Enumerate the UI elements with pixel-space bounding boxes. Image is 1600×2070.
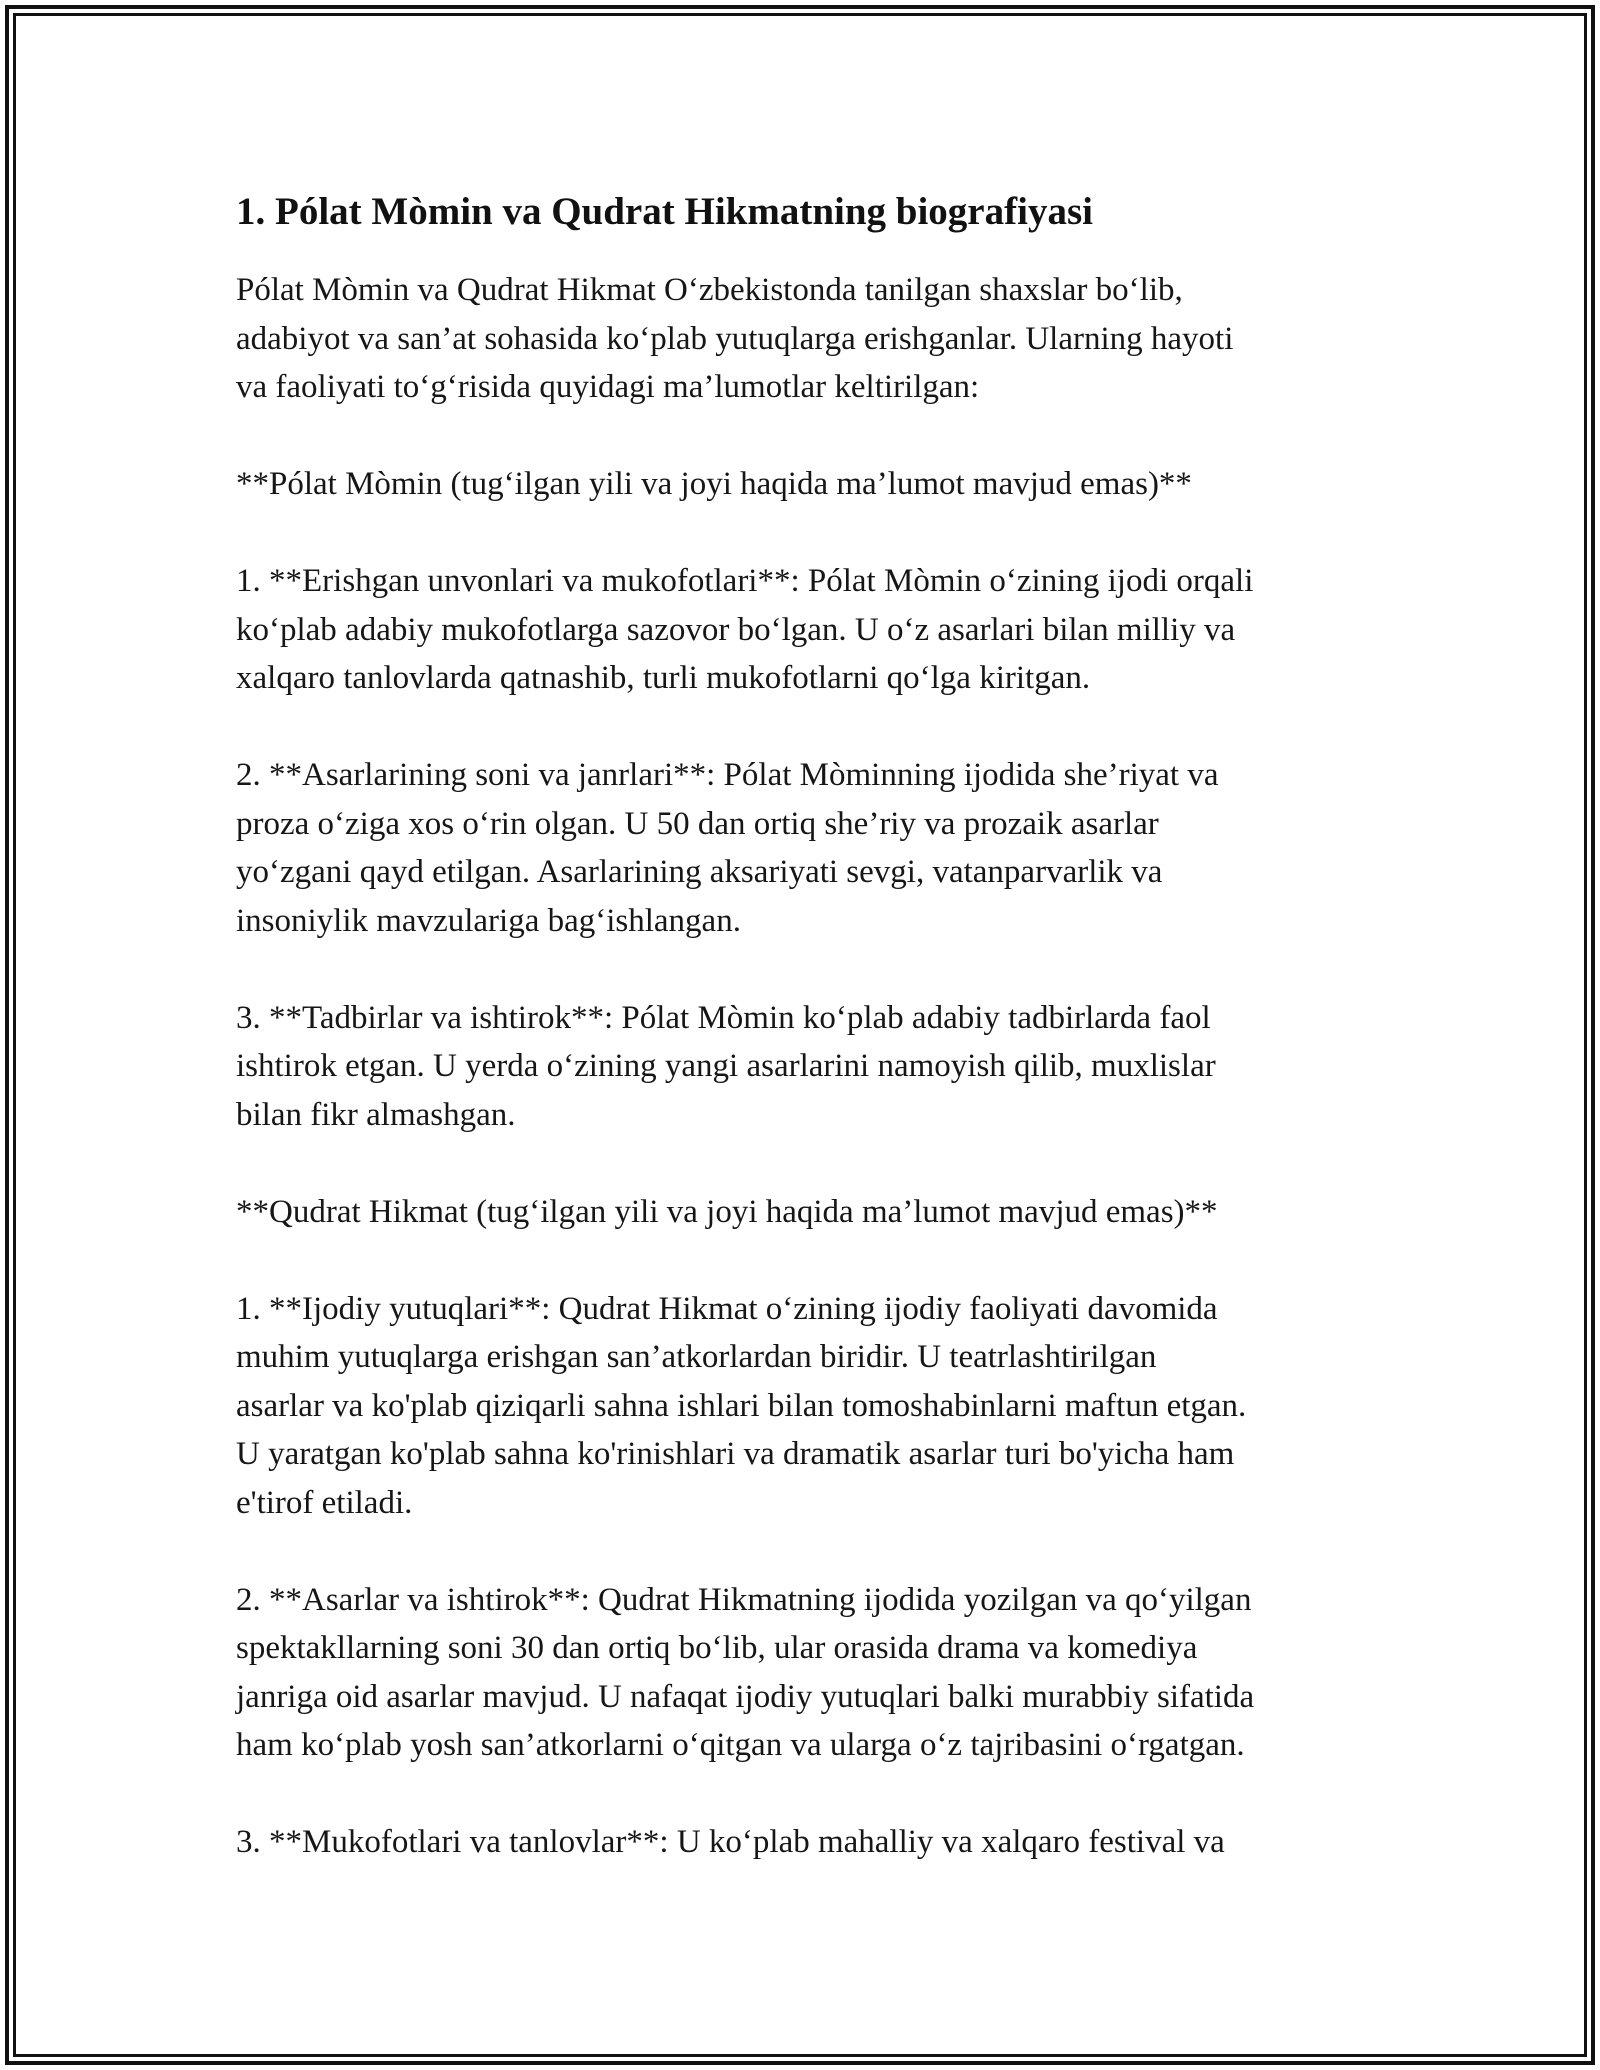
text-line: 3. **Tadbirlar va ishtirok**: Pólat Mòmin ko‘plab adabiy tadbirlarda faol xyxy=(236,999,1211,1036)
text-line: 2. **Asarlar va ishtirok**: Qudrat Hikmatning ijodida yozilgan va qo‘yilgan xyxy=(236,1581,1252,1618)
qudrat-item-1 xyxy=(236,1285,1376,1528)
text-line: proza o‘ziga xos o‘rin olgan. U 50 dan ortiq she’riy va prozaik asarlar xyxy=(236,805,1159,842)
text-line: ishtirok etgan. U yerda o‘zining yangi asarlarini namoyish qilib, muxlislar xyxy=(236,1048,1216,1084)
text-line: Pólat Mòmin va Qudrat Hikmat O‘zbekistonda tanilgan shaxslar bo‘lib, xyxy=(236,272,1183,308)
text-line: ham ko‘plab yosh san’atkorlarni o‘qitgan va ularga o‘z tajribasini o‘rgatgan. xyxy=(236,1727,1245,1763)
text-line: asarlar va ko'plab qiziqarli sahna ishlari bilan tomoshabinlarni maftun etgan. xyxy=(236,1387,1247,1424)
polat-item-1 xyxy=(236,557,1376,703)
document-title: 1. Pólat Mòmin va Qudrat Hikmatning biografiyasi xyxy=(236,190,1093,233)
text-line: U yaratgan ko'plab sahna ko'rinishlari va dramatik asarlar turi bo'yicha ham xyxy=(236,1436,1235,1472)
document-body xyxy=(236,188,1376,1915)
section-heading-polat-momin xyxy=(236,460,1376,509)
text-line: **Pólat Mòmin (tug‘ilgan yili va joyi haqida ma’lumot mavjud emas)** xyxy=(236,466,1192,502)
text-line: 2. **Asarlarining soni va janrlari**: Pólat Mòminning ijodida she’riyat va xyxy=(236,757,1219,793)
text-line: ko‘plab adabiy mukofotlarga sazovor bo‘lgan. U o‘z asarlari bilan milliy va xyxy=(236,611,1236,648)
text-line: 1. **Ijodiy yutuqlari**: Qudrat Hikmat o‘zining ijodiy faoliyati davomida xyxy=(236,1290,1218,1327)
text-line: 1. **Erishgan unvonlari va mukofotlari**: Pólat Mòmin o‘zining ijodi orqali xyxy=(236,563,1254,599)
section-heading-qudrat-hikmat xyxy=(236,1188,1376,1237)
intro-paragraph xyxy=(236,266,1376,412)
text-line: insoniylik mavzulariga bag‘ishlangan. xyxy=(236,902,741,939)
text-line: va faoliyati to‘g‘risida quyidagi ma’lumotlar keltirilgan: xyxy=(236,369,980,405)
text-line: bilan fikr almashgan. xyxy=(236,1096,516,1133)
text-line: adabiyot va san’at sohasida ko‘plab yutuqlarga erishganlar. Ularning hayoti xyxy=(236,320,1234,357)
text-line: e'tirof etiladi. xyxy=(236,1484,413,1521)
text-line: muhim yutuqlarga erishgan san’atkorlardan biridir. U teatrlashtirilgan xyxy=(236,1339,1157,1375)
polat-item-3 xyxy=(236,994,1376,1140)
text-line: **Qudrat Hikmat (tug‘ilgan yili va joyi haqida ma’lumot mavjud emas)** xyxy=(236,1193,1218,1230)
qudrat-item-3 xyxy=(236,1818,1376,1867)
text-line: janriga oid asarlar mavjud. U nafaqat ijodiy yutuqlari balki murabbiy sifatida xyxy=(236,1678,1255,1715)
text-line: yo‘zgani qayd etilgan. Asarlarining aksariyati sevgi, vatanparvarlik va xyxy=(236,854,1163,890)
text-line: spektakllarning soni 30 dan ortiq bo‘lib, ular orasida drama va komediya xyxy=(236,1630,1198,1666)
polat-item-2 xyxy=(236,751,1376,945)
qudrat-item-2 xyxy=(236,1576,1376,1770)
text-line: xalqaro tanlovlarda qatnashib, turli mukofotlarni qo‘lga kiritgan. xyxy=(236,660,1091,696)
text-line: 3. **Mukofotlari va tanlovlar**: U ko‘plab mahalliy va xalqaro festival va xyxy=(236,1824,1225,1860)
